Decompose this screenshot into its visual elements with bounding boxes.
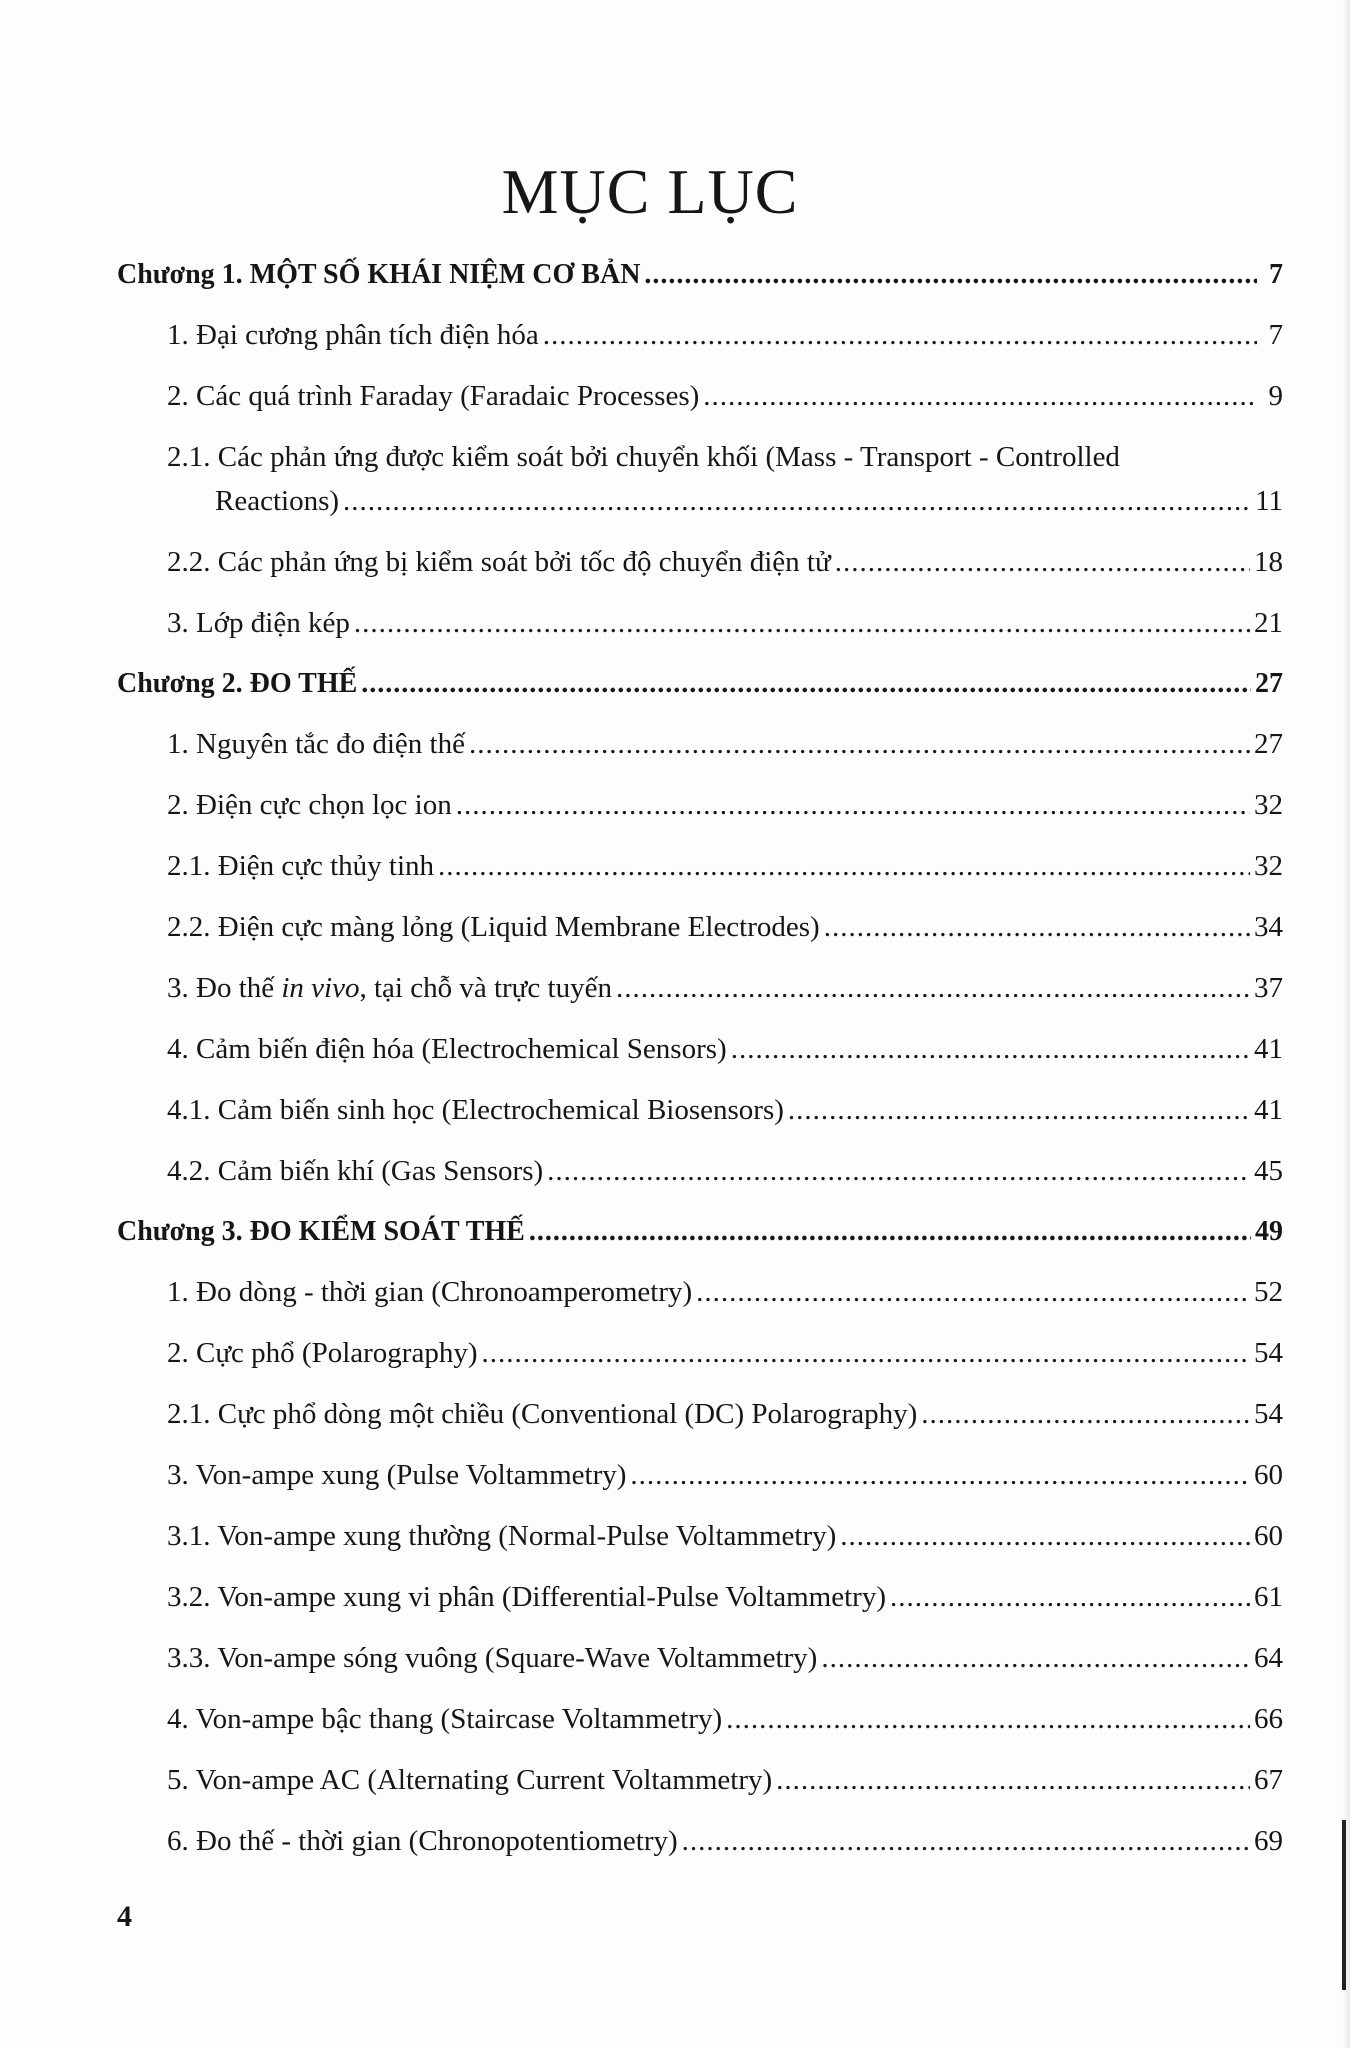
toc-section-entry <box>117 1641 1297 1675</box>
toc-entry-page: 7 <box>1268 319 1283 351</box>
toc-entry-label: 4.1. Cảm biến sinh học (Electrochemical Biosensors) <box>167 1094 784 1126</box>
toc-entry-label: 4. Von-ampe bậc thang (Staircase Voltammetry) <box>167 1703 723 1735</box>
toc-section-entry <box>117 1154 1297 1188</box>
toc-section-entry <box>117 545 1297 579</box>
toc-section-entry <box>117 1580 1297 1614</box>
toc-leader-dots <box>354 606 1250 640</box>
toc-entry-page: 64 <box>1254 1642 1283 1674</box>
toc-entry-page: 60 <box>1254 1520 1283 1552</box>
toc-entry-page: 49 <box>1255 1216 1283 1247</box>
toc-entry-page: 52 <box>1254 1276 1283 1308</box>
toc-leader-dots <box>616 971 1250 1005</box>
toc-leader-dots <box>821 1641 1250 1675</box>
toc-leader-dots <box>361 667 1251 701</box>
toc-section-entry <box>117 1336 1297 1370</box>
toc-entry-label: 6. Đo thế - thời gian (Chronopotentiometry) <box>167 1825 678 1857</box>
toc-entry-label: 2. Cực phổ (Polarography) <box>167 1337 478 1369</box>
toc-leader-dots <box>630 1458 1250 1492</box>
toc-leader-dots <box>726 1702 1250 1736</box>
toc-chapter-entry <box>117 1215 1297 1249</box>
toc-entry-page: 27 <box>1254 728 1283 760</box>
toc-entry-page: 21 <box>1254 607 1283 639</box>
toc-leader-dots <box>482 1336 1251 1370</box>
toc-leader-dots <box>456 788 1250 822</box>
toc-entry-label: 2.1. Cực phổ dòng một chiều (Conventional (DC) Polarography) <box>167 1398 918 1430</box>
toc-leader-dots <box>703 379 1257 413</box>
toc-entry-label: 3.1. Von-ampe xung thường (Normal-Pulse Voltammetry) <box>167 1520 837 1552</box>
toc-entry-label: 1. Đại cương phân tích điện hóa <box>167 319 539 351</box>
toc-entry-page: 54 <box>1254 1398 1283 1430</box>
toc-leader-dots <box>840 1519 1250 1553</box>
toc-entry-page: 11 <box>1255 485 1283 517</box>
toc-section-entry <box>117 1763 1297 1797</box>
toc-entry-label: 1. Nguyên tắc đo điện thế <box>167 728 465 760</box>
toc-entry-label: 5. Von-ampe AC (Alternating Current Voltammetry) <box>167 1764 773 1796</box>
toc-section-entry <box>117 606 1297 640</box>
toc-leader-dots <box>788 1093 1250 1127</box>
toc-entry-label: 3. Von-ampe xung (Pulse Voltammetry) <box>167 1459 627 1491</box>
toc-entry-page: 67 <box>1254 1764 1283 1796</box>
toc-section-entry <box>117 727 1297 761</box>
toc-entry-label: 4. Cảm biến điện hóa (Electrochemical Sensors) <box>167 1033 727 1065</box>
toc-leader-dots <box>921 1397 1250 1431</box>
toc-entry-page: 32 <box>1254 850 1283 882</box>
toc-section-entry <box>117 318 1297 352</box>
toc-leader-dots <box>547 1154 1250 1188</box>
toc-entry-page: 60 <box>1254 1459 1283 1491</box>
toc-entry-label: 3.3. Von-ampe sóng vuông (Square-Wave Voltammetry) <box>167 1642 818 1674</box>
toc-leader-dots <box>696 1275 1250 1309</box>
toc-section-entry <box>117 849 1297 883</box>
toc-entry-label: 2.2. Điện cực màng lỏng (Liquid Membrane Electrodes) <box>167 911 820 943</box>
toc-entry-page: 41 <box>1254 1033 1283 1065</box>
toc-leader-dots <box>890 1580 1250 1614</box>
toc-entry-label: 2. Các quá trình Faraday (Faradaic Processes) <box>167 380 700 412</box>
toc-chapter-entry <box>117 258 1297 292</box>
toc-entry-page: 27 <box>1255 668 1283 699</box>
toc-entry-label: 3. Đo thế in vivo, tại chỗ và trực tuyến <box>167 972 612 1004</box>
toc-chapter-entry <box>117 667 1297 701</box>
toc-entry-page: 45 <box>1254 1155 1283 1187</box>
toc-entry-label: 2.2. Các phản ứng bị kiểm soát bởi tốc độ chuyển điện tử <box>167 546 831 578</box>
page-title: MỤC LỤC <box>501 155 799 227</box>
toc-entry-page: 18 <box>1254 546 1283 578</box>
toc-leader-dots <box>438 849 1250 883</box>
toc-entry-page: 66 <box>1254 1703 1283 1735</box>
toc-section-entry <box>117 1032 1297 1066</box>
toc-section-entry <box>117 1519 1297 1553</box>
toc-section-entry <box>117 1275 1297 1309</box>
toc-entry-page: 32 <box>1254 789 1283 821</box>
toc-leader-dots <box>731 1032 1250 1066</box>
toc-entry-page: 34 <box>1254 911 1283 943</box>
toc-leader-dots <box>682 1824 1250 1858</box>
toc-entry-label: 3. Lớp điện kép <box>167 607 350 639</box>
toc-entry-label: 1. Đo dòng - thời gian (Chronoamperometry) <box>167 1276 693 1308</box>
toc-section-entry <box>117 1702 1297 1736</box>
toc-entry-label: Reactions) <box>215 485 340 517</box>
toc-leader-dots <box>824 910 1250 944</box>
toc-entry-label: 3.2. Von-ampe xung vi phân (Differential-Pulse Voltammetry) <box>167 1581 886 1613</box>
toc-entry-page: 7 <box>1269 259 1283 290</box>
toc-entry-label: Chương 3. ĐO KIỂM SOÁT THẾ <box>117 1216 525 1247</box>
toc-entry-page: 69 <box>1254 1825 1283 1857</box>
toc-leader-dots <box>469 727 1250 761</box>
toc-entry-label: Chương 1. MỘT SỐ KHÁI NIỆM CƠ BẢN <box>117 259 641 290</box>
toc-entry-label: Chương 2. ĐO THẾ <box>117 668 358 699</box>
toc-section-entry <box>117 440 1297 518</box>
toc-section-entry <box>117 1397 1297 1431</box>
toc-entry-label: 2.1. Các phản ứng được kiểm soát bởi chuyển khối (Mass - Transport - Controlled <box>167 441 1120 473</box>
toc-leader-dots <box>644 258 1257 292</box>
toc-entry-label: 4.2. Cảm biến khí (Gas Sensors) <box>167 1155 544 1187</box>
toc-section-entry <box>117 1093 1297 1127</box>
toc-leader-dots <box>529 1215 1251 1249</box>
table-of-contents <box>117 258 1297 1885</box>
toc-entry-page: 41 <box>1254 1094 1283 1126</box>
toc-section-entry <box>117 971 1297 1005</box>
toc-entry-page: 61 <box>1254 1581 1283 1613</box>
toc-section-entry <box>117 788 1297 822</box>
toc-leader-dots <box>835 545 1250 579</box>
toc-section-entry <box>117 910 1297 944</box>
toc-entry-page: 37 <box>1254 972 1283 1004</box>
toc-leader-dots <box>343 484 1251 518</box>
toc-entry-page: 54 <box>1254 1337 1283 1369</box>
page-edge-mark <box>1342 1820 1346 1990</box>
page-edge-shadow <box>1342 0 1350 2048</box>
toc-section-entry <box>117 379 1297 413</box>
toc-entry-label: 2. Điện cực chọn lọc ion <box>167 789 452 821</box>
page-number: 4 <box>117 1900 132 1933</box>
toc-entry-page: 9 <box>1268 380 1283 412</box>
toc-leader-dots <box>543 318 1257 352</box>
toc-leader-dots <box>776 1763 1250 1797</box>
toc-section-entry <box>117 1824 1297 1858</box>
toc-section-entry <box>117 1458 1297 1492</box>
toc-entry-label: 2.1. Điện cực thủy tinh <box>167 850 435 882</box>
